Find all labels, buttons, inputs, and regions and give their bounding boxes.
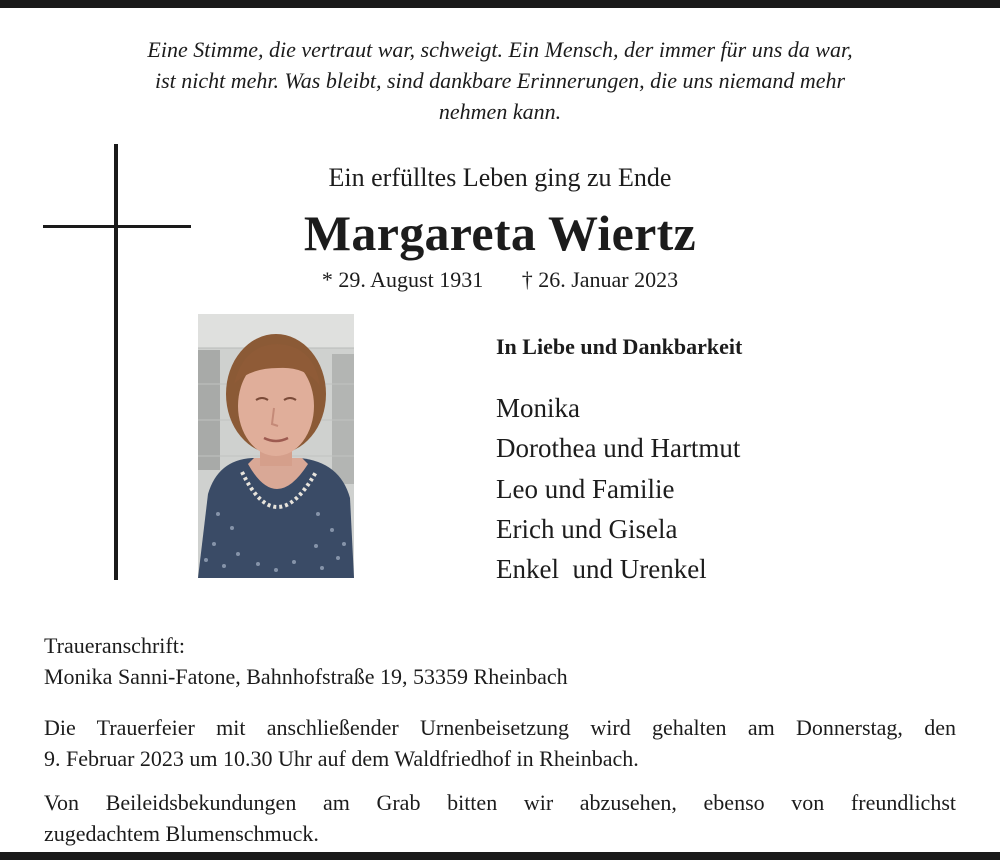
quote-line-1: Eine Stimme, die vertraut war, schweigt. Ein Mensch, der immer für uns da war,	[147, 37, 853, 62]
life-dates	[200, 267, 800, 293]
birth-date: * 29. August 1931	[321, 267, 484, 292]
mourner-name: Leo und Familie	[496, 473, 675, 504]
portrait-photo	[198, 314, 354, 578]
ceremony-paragraph	[44, 712, 956, 774]
mourning-address	[44, 630, 568, 692]
mourners-heading: In Liebe und Dankbarkeit	[496, 334, 743, 359]
mourners-list	[496, 388, 740, 589]
address-label: Traueranschrift:	[44, 633, 185, 658]
memorial-quote	[60, 34, 940, 127]
death-date: † 26. Januar 2023	[521, 267, 679, 292]
quote-line-2: ist nicht mehr. Was bleibt, sind dankbare Erinnerungen, die uns niemand mehr	[154, 68, 846, 93]
mourner-name: Dorothea und Hartmut	[496, 433, 741, 464]
quote-line-3: nehmen kann.	[438, 99, 562, 124]
mourner-name: Erich und Gisela	[496, 513, 678, 544]
note-line-2: zugedachtem Blumenschmuck.	[44, 821, 319, 846]
mourner-name: Monika	[496, 393, 580, 423]
condolence-note	[44, 787, 956, 849]
deceased-name: Margareta Wiertz	[303, 205, 697, 261]
ceremony-line-1: Die Trauerfeier mit anschließender Urnenbeisetzung wird gehalten am Donnerstag, den	[44, 715, 956, 740]
ceremony-line-2: 9. Februar 2023 um 10.30 Uhr auf dem Waldfriedhof in Rheinbach.	[44, 746, 639, 771]
mourner-name: Enkel und Urenkel	[496, 554, 707, 585]
note-line-1: Von Beileidsbekundungen am Grab bitten wir abzusehen, ebenso von freundlichst	[44, 790, 956, 815]
cross-icon-horizontal	[43, 225, 191, 228]
address-value: Monika Sanni-Fatone, Bahnhofstraße 19, 53359 Rheinbach	[44, 664, 568, 689]
subtitle: Ein erfülltes Leben ging zu Ende	[328, 163, 672, 192]
cross-icon-vertical	[114, 144, 118, 580]
